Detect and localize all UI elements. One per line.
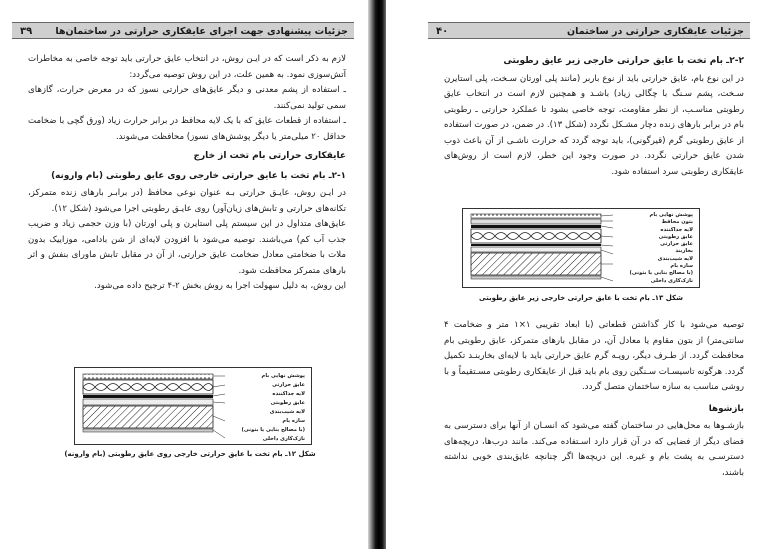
figure-13-caption: شکل ۱۳ـ بام تخت با عایق حرارتی خارجی زیر عایق رطوبتی bbox=[479, 294, 683, 302]
figure-12-caption: شکل ۱۲ـ بام تخت با عایق حرارتی خارجی روی عایق رطوبتی (بام وارونه) bbox=[64, 450, 316, 458]
figure-13-label: پوشش نهایی بام bbox=[649, 212, 693, 218]
left-page-number: ۳۹ bbox=[20, 26, 33, 37]
right-para-3: بازشـوها به محل‌هایی در ساختمان گفته می‌شود که انسـان از آنها برای دسترسی به فضای دیگر از فضایی که در آن قرار دارد اسـتفاده می‌کند. مانند درب‌ها، دریچه‌های دسترسـی به پشت بام و غیره. این دریچه‌ها اگر چنانچه عایق‌بندی خوبی نداشته باشند، bbox=[444, 421, 744, 478]
figure-13-labels bbox=[630, 212, 693, 285]
figure-12-labels bbox=[242, 372, 305, 444]
left-section-title: عایقکاری حرارتی بام تخت از خارج bbox=[193, 151, 346, 161]
figure-12-label: سازه بام bbox=[282, 418, 305, 424]
figure-13-label: لایه شیب‌بندی bbox=[657, 255, 693, 262]
figure-12 bbox=[74, 367, 312, 445]
figure-13-label: نازک‌کاری داخلی bbox=[650, 277, 693, 284]
left-para-3: عایق‌های متداول در این سیستم پلی استایرن و پلی اورتان (با وزن حجمی زیاد و ضریب جذب آب کم) می‌باشند. توصیه می‌شود با افزودن لایه‌ای از شن بادامی، موزاییک بدون ملات با ضخامتی معادل ضخامت عایق حرارتی، از آن در مقابل تابش ماورای بنفش و اثر بارهای متمرکز محافظت شود. bbox=[28, 219, 346, 276]
right-para-1: در این نوع بام، عایق حرارتی باید از نوع باربر (مانند پلی اورتان سـخت، پلی استایرن سـخت، پشم سـنگ با چگالی زیاد) باشـد و همچنین لازم است در انتخاب عایق رطوبتی مناسـب، از نظر مقاومت، توجه خاصی بشود تا عملکرد حرارتی ـ رطوبتی بام در برابر بارهای زنده دچار مشـکل نگردد (شکل ۱۳). در ضمن، در صورت استفاده از عایق رطوبتی گرم (قیرگونی)، باید توجه گردد که حرارت ناشـی از آن باعث ذوب شدن عایق حرارتی نگردد. در صورت وجود این خطر، لازم است از روش‌های عایقکاری رطوبتی سرد استفاده شود. bbox=[444, 73, 744, 177]
figure-13-label: (با مصالح بنایی یا بتونی) bbox=[629, 270, 693, 277]
left-page bbox=[0, 0, 370, 549]
figure-13-label: لایه جداکننده bbox=[660, 226, 693, 233]
right-page-number: ۴۰ bbox=[436, 26, 449, 37]
figure-12-label: (با مصالح بنایی یا بتونی) bbox=[241, 427, 305, 433]
figure-13-label: عایق رطوبتی bbox=[658, 233, 693, 240]
left-para-1: لازم به ذکر است که در ایـن روش، در انتخاب عایق حرارتی باید توجه خاصی به مخاطرات آتش‌سوزی نمود. به همین علت، در این روش توصیه می‌گردد: bbox=[28, 54, 346, 80]
right-running-header bbox=[428, 22, 750, 39]
left-para-2: در ایـن روش، عایـق حرارتی بـه عنوان نوعی محافظ (در برابـر بارهای زنده متمرکز، تکانه‌های حرارتی و تابش‌های زیان‌آور) روی عایـق رطوبتی اجرا می‌شود (شکل ۱۲). bbox=[28, 188, 346, 214]
figure-12-label: پوشش نهایی بام bbox=[261, 373, 305, 379]
figure-12-label: عایق حرارتی bbox=[272, 382, 305, 388]
right-body-top bbox=[444, 50, 744, 180]
figure-13 bbox=[462, 208, 700, 288]
figure-12-label: لایه جداکننده bbox=[272, 391, 305, 397]
right-body-bottom bbox=[444, 318, 744, 481]
figure-13-label: سازه بام bbox=[670, 263, 693, 270]
figure-12-label: لایه شیب‌بندی bbox=[269, 409, 305, 415]
left-header-title: جزئیات پیشنهادی جهت اجرای عایقکاری حرارتی در ساختمان‌ها bbox=[55, 26, 348, 37]
figure-13-label: بخاربند bbox=[675, 248, 693, 255]
left-para-4: این روش، به دلیل سهولت اجرا به روش بخش ۲-۴ ترجیح داده می‌شود. bbox=[94, 281, 346, 291]
left-bullet-1: ـ استفاده از پشم معدنی و دیگر عایق‌های حرارتی نسوز که در معرض حرارت، گازهای سمی تولید نمی‌کنند. bbox=[28, 85, 346, 111]
left-subsection-title: ۲-۱ـ بام تخت با عایق حرارتی خارجی روی عایق رطوبتی (بام وارونه) bbox=[51, 170, 346, 181]
right-subsection-title: بازشوها bbox=[708, 403, 744, 414]
figure-13-label: عایق حرارتی bbox=[660, 241, 693, 248]
right-header-title: جزئیات عایقکاری حرارتی در ساختمان bbox=[567, 26, 744, 37]
left-body bbox=[28, 52, 346, 295]
right-section-title: ۲-۲ـ بام تخت با عایق حرارتی خارجی زیر عایق رطوبتی bbox=[503, 56, 744, 66]
right-page bbox=[386, 0, 768, 549]
left-bullet-2: ـ استفاده از قطعات عایق که با یک لایه محافظ در برابر حرارت زیاد (ورق گچی با ضخامت حداقل ۲۰ میلی‌متر یا دیگر پوشش‌های نسوز) محافظت می‌شوند. bbox=[28, 116, 346, 142]
figure-13-label: بتون محافظ bbox=[661, 219, 693, 226]
figure-12-label: عایق رطوبتی bbox=[270, 400, 305, 406]
right-para-2: توصیه می‌شود با کار گذاشتن قطعاتی (با ابعاد تقریبی ۱×۱ متر و ضخامت ۴ سانتی‌متر) از بتون مقاوم یا معادل آن، در مقابل بارهای متمرکز، عایق رطوبتی بام محافظت گردد. از طـرف دیگر، رویـه گرم عایق حرارتی باید با لایه‌ای بخاربنـد تکمیل گردد. هرگونه تاسیسـات سـنگین روی بام باید قبل از عایقکاری رطوبتی مسـتقیماً و با روشی مناسب به سازه ساختمان متصل گردد. bbox=[444, 320, 744, 392]
left-running-header bbox=[12, 22, 354, 39]
figure-12-label: نازک‌کاری داخلی bbox=[262, 436, 305, 442]
